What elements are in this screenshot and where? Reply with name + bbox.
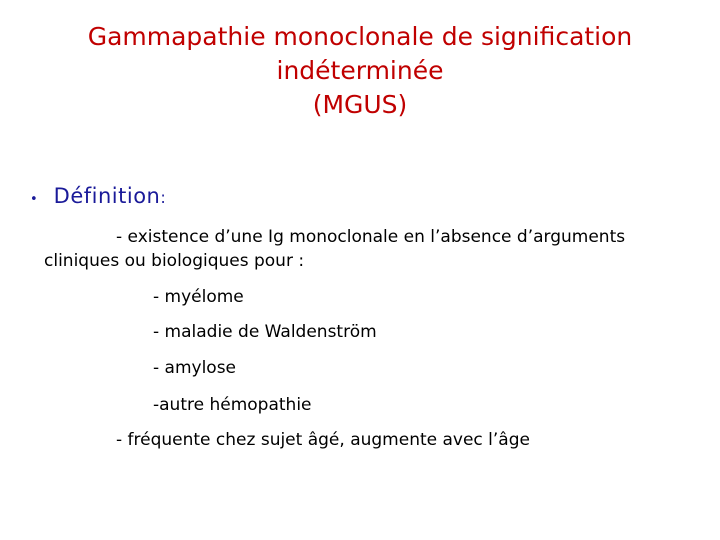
title-line-2: indéterminée	[276, 56, 444, 85]
slide-title	[0, 20, 720, 122]
list-item-autre-hemopathie: -autre hémopathie	[153, 395, 312, 415]
definition-heading	[30, 184, 166, 208]
list-item-waldenstrom: - maladie de Waldenström	[153, 322, 377, 342]
title-line-1: Gammapathie monoclonale de signification	[87, 22, 633, 51]
bullet-icon: •	[30, 192, 38, 207]
list-item-amylose: - amylose	[153, 358, 237, 378]
frequency-note: - fréquente chez sujet âgé, augmente avec l’âge	[116, 430, 530, 450]
definition-colon: :	[160, 188, 166, 207]
list-item-myelome: - myélome	[153, 287, 244, 307]
title-line-3: (MGUS)	[312, 90, 408, 119]
definition-line-1: - existence d’une Ig monoclonale en l’absence d’arguments	[116, 227, 626, 247]
definition-label: Définition	[53, 184, 161, 208]
definition-line-2: cliniques ou biologiques pour :	[44, 251, 305, 271]
